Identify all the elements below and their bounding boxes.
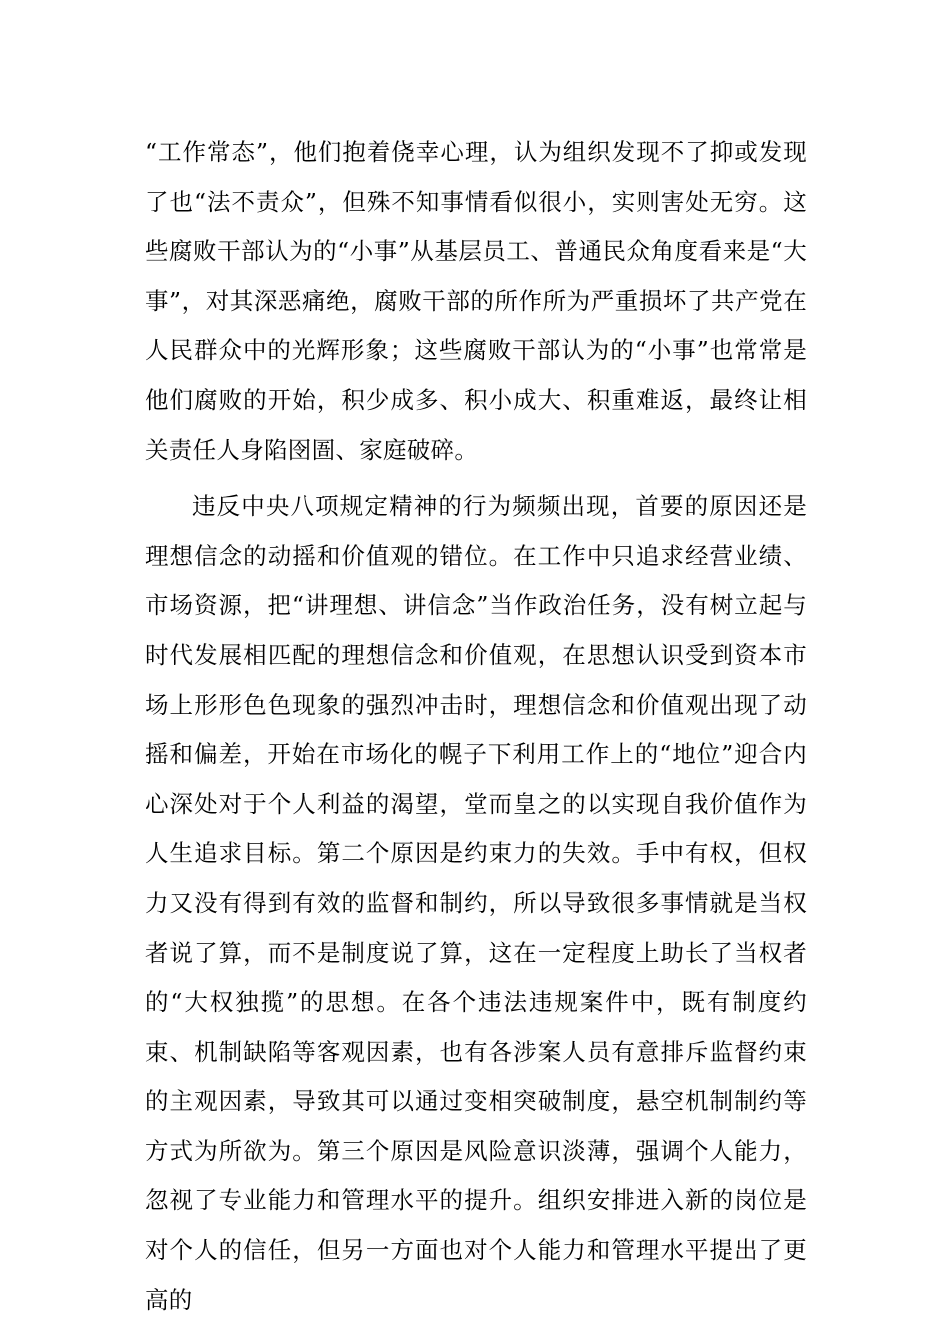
paragraph-1: “工作常态”，他们抱着侥幸心理，认为组织发现不了抑或发现了也“法不责众”，但殊不知事情看似很小，实则害处无穷。这些腐败干部认为的“小事”从基层员工、普通民众角度看来是“大事”，对其深恶痛绝，腐败干部的所作所为严重损坏了共产党在人民群众中的光辉形象；这些腐败干部认为的“小事”也常常是他们腐败的开始，积少成多、积小成大、积重难返，最终让相关责任人身陷囹圄、家庭破碎。 [145, 138, 807, 464]
paragraph-2: 违反中央八项规定精神的行为频频出现，首要的原因还是理想信念的动摇和价值观的错位。在工作中只追求经营业绩、市场资源，把“讲理想、讲信念”当作政治任务，没有树立起与时代发展相匹配的理想信念和价值观，在思想认识受到资本市场上形形色色现象的强烈冲击时，理想信念和价值观出现了动摇和偏差，开始在市场化的幌子下利用工作上的“地位”迎合内心深处对于个人利益的渴望，堂而皇之的以实现自我价值作为人生追求目标。第二个原因是约束力的失效。手中有权，但权力又没有得到有效的监督和制约，所以导致很多事情就是当权者说了算，而不是制度说了算，这在一定程度上助长了当权者的“大权独揽”的思想。在各个违法违规案件中，既有制度约束、机制缺陷等客观因素，也有各涉案人员有意排斥监督约束的主观因素，导致其可以通过变相突破制度，悬空机制制约等方式为所欲为。第三个原因是风险意识淡薄，强调个人能力，忽视了专业能力和管理水平的提升。组织安排进入新的岗位是对个人的信任，但另一方面也对个人能力和管理水平提出了更高的 [145, 492, 807, 1314]
document-body [145, 128, 807, 1325]
